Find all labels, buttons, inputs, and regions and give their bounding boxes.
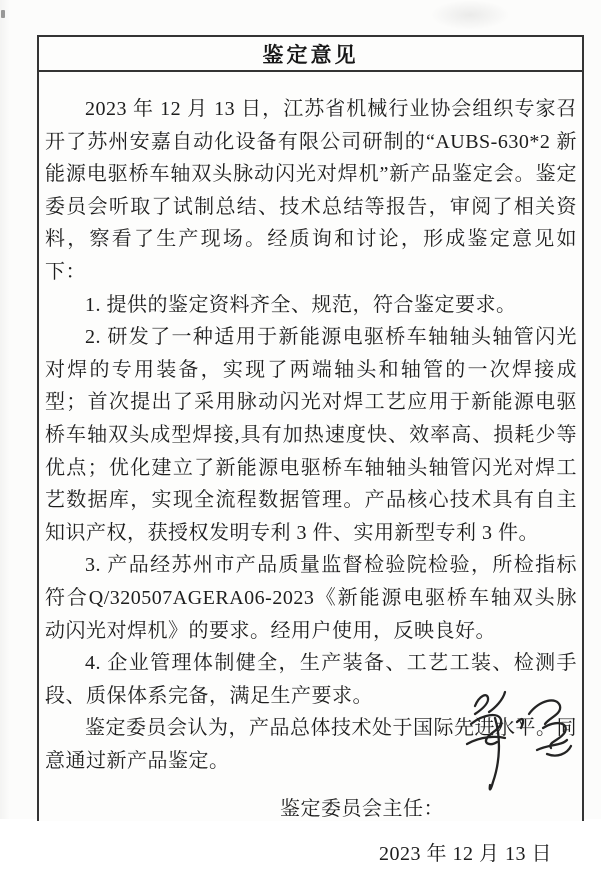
scan-speck xyxy=(1,10,5,18)
date-text: 2023 年 12 月 13 日 xyxy=(379,843,552,866)
signature-label: 鉴定委员会主任： xyxy=(280,798,444,821)
title-box xyxy=(39,37,582,72)
document-title: 鉴定意见 xyxy=(262,42,359,67)
date-line xyxy=(39,838,582,870)
scan-smudge xyxy=(430,0,510,30)
signature-row xyxy=(39,793,582,825)
paragraph-intro: 2023 年 12 月 13 日，江苏省机械行业协会组织专家召开了苏州安嘉自动化设备有限公司研制的“AUBS-630*2 新能源电驱桥车轴双头脉动闪光对焊机”新产品鉴定会。鉴定委员会听取了试制总结、技术总结等报告，审阅了相关资料，察看了生产现场。经质询和讨论，形成鉴定意见如下： xyxy=(45,98,577,283)
paragraph-item-2: 2. 研发了一种适用于新能源电驱桥车轴轴头轴管闪光对焊的专用装备，实现了两端轴头和轴管的一次焊接成型；首次提出了采用脉动闪光对焊工艺应用于新能源电驱桥车轴双头成型焊接,具有加热速度快、效率高、损耗少等优点；优化建立了新能源电驱桥车轴轴头轴管闪光对焊工艺数据库，实现全流程数据管理。产品核心技术具有自主知识产权，获授权发明专利 3 件、实用新型专利 3 件。 xyxy=(45,326,577,544)
paragraph-item-1: 1. 提供的鉴定资料齐全、规范，符合鉴定要求。 xyxy=(85,293,517,316)
paragraph-conclusion: 鉴定委员会认为，产品总体技术处于国际先进水平。同意通过新产品鉴定。 xyxy=(45,717,577,772)
document-border-box xyxy=(37,35,584,866)
paragraph-item-4: 4. 企业管理体制健全，生产装备、工艺工装、检测手段、质保体系完备，满足生产要求。 xyxy=(45,652,577,707)
document-body xyxy=(39,72,582,777)
paragraph-item-3: 3. 产品经苏州市产品质量监督检验院检验，所检指标符合Q/320507AGERA06-2023《新能源电驱桥车轴双头脉动闪光对焊机》的要求。经用户使用，反映良好。 xyxy=(45,554,577,642)
